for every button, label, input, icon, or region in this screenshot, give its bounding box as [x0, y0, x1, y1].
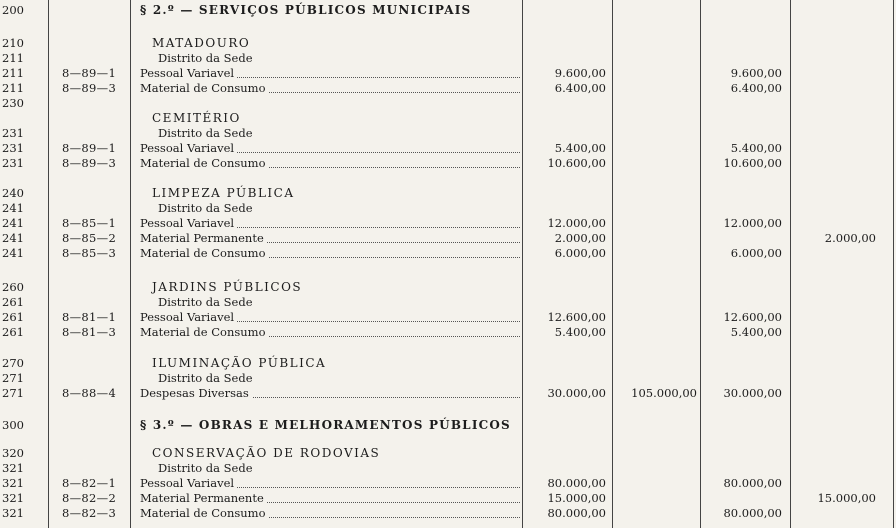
- account-code: 8—89—3: [62, 81, 117, 95]
- district-label: Distrito da Sede: [158, 51, 253, 65]
- amount-cell: 30.000,00: [723, 386, 782, 400]
- amount-cell: 5.400,00: [554, 141, 606, 155]
- table-row: [0, 371, 896, 386]
- item-label-text: Material de Consumo: [140, 156, 269, 170]
- line-code: 211: [2, 51, 24, 65]
- district-label: Distrito da Sede: [158, 295, 253, 309]
- account-code: 8—89—1: [62, 66, 117, 80]
- line-code: 260: [2, 280, 24, 294]
- line-code: 300: [2, 418, 24, 432]
- table-row: [0, 216, 896, 231]
- item-label: [140, 81, 520, 96]
- subsection-title: JARDINS PÚBLICOS: [152, 280, 303, 294]
- table-row: [0, 491, 896, 506]
- item-label: [140, 386, 520, 401]
- amount-cell: 12.600,00: [723, 310, 782, 324]
- line-code: 321: [2, 476, 24, 490]
- account-code: 8—85—3: [62, 246, 117, 260]
- table-row: [0, 36, 896, 51]
- district-label: Distrito da Sede: [158, 371, 253, 385]
- table-row: [0, 295, 896, 310]
- item-label-text: Material de Consumo: [140, 246, 269, 260]
- item-label: [140, 66, 520, 81]
- amount-cell: 6.400,00: [554, 81, 606, 95]
- table-row: [0, 310, 896, 325]
- account-code: 8—85—1: [62, 216, 117, 230]
- table-row: [0, 356, 896, 371]
- account-code: 8—88—4: [62, 386, 117, 400]
- line-code: 200: [2, 3, 24, 17]
- amount-cell: 10.600,00: [723, 156, 782, 170]
- amount-cell: 5.400,00: [730, 325, 782, 339]
- table-row: [0, 141, 896, 156]
- table-row: [0, 66, 896, 81]
- line-code: 321: [2, 491, 24, 505]
- amount-cell: 5.400,00: [730, 141, 782, 155]
- item-label: [140, 476, 520, 491]
- amount-cell: 12.600,00: [547, 310, 606, 324]
- item-label: [140, 325, 520, 340]
- item-label: [140, 506, 520, 521]
- table-row: [0, 246, 896, 261]
- amount-cell: 2.000,00: [554, 231, 606, 245]
- item-label: [140, 231, 520, 246]
- line-code: 211: [2, 81, 24, 95]
- subsection-title: CEMITÉRIO: [152, 111, 241, 125]
- amount-cell: 80.000,00: [547, 476, 606, 490]
- account-code: 8—89—3: [62, 156, 117, 170]
- table-row: [0, 111, 896, 126]
- line-code: 321: [2, 506, 24, 520]
- amount-cell: 5.400,00: [554, 325, 606, 339]
- account-code: 8—89—1: [62, 141, 117, 155]
- item-label: [140, 156, 520, 171]
- table-row: [0, 51, 896, 66]
- table-row: [0, 280, 896, 295]
- item-label: [140, 310, 520, 325]
- item-label-text: Pessoal Variavel: [140, 216, 237, 230]
- account-code: 8—82—2: [62, 491, 117, 505]
- subsection-title: LIMPEZA PÚBLICA: [152, 186, 295, 200]
- line-code: 231: [2, 126, 24, 140]
- item-label-text: Material de Consumo: [140, 325, 269, 339]
- item-label: [140, 141, 520, 156]
- line-code: 271: [2, 386, 24, 400]
- amount-cell: 80.000,00: [723, 506, 782, 520]
- table-row: [0, 96, 896, 111]
- item-label-text: Pessoal Variavel: [140, 476, 237, 490]
- line-code: 261: [2, 295, 24, 309]
- line-code: 241: [2, 231, 24, 245]
- amount-cell: 15.000,00: [817, 491, 876, 505]
- table-row: [0, 201, 896, 216]
- item-label-text: Material de Consumo: [140, 81, 269, 95]
- line-code: 211: [2, 66, 24, 80]
- line-code: 241: [2, 216, 24, 230]
- amount-cell: 10.600,00: [547, 156, 606, 170]
- table-row: [0, 446, 896, 461]
- subsection-title: CONSERVAÇÃO DE RODOVIAS: [152, 446, 381, 460]
- district-label: Distrito da Sede: [158, 126, 253, 140]
- account-code: 8—81—1: [62, 310, 117, 324]
- item-label: [140, 491, 520, 506]
- amount-cell: 9.600,00: [554, 66, 606, 80]
- amount-cell: 2.000,00: [824, 231, 876, 245]
- district-label: Distrito da Sede: [158, 461, 253, 475]
- line-code: 241: [2, 246, 24, 260]
- table-row: [0, 418, 896, 433]
- item-label-text: Pessoal Variavel: [140, 141, 237, 155]
- amount-cell: 30.000,00: [547, 386, 606, 400]
- table-row: [0, 186, 896, 201]
- line-code: 240: [2, 186, 24, 200]
- item-label-text: Material Permanente: [140, 491, 267, 505]
- table-row: [0, 156, 896, 171]
- amount-cell: 6.000,00: [554, 246, 606, 260]
- amount-cell: 6.000,00: [730, 246, 782, 260]
- item-label: [140, 246, 520, 261]
- section-heading: § 2.º — SERVIÇOS PÚBLICOS MUNICIPAIS: [140, 3, 472, 17]
- table-row: [0, 126, 896, 141]
- amount-cell: 9.600,00: [730, 66, 782, 80]
- line-code: 231: [2, 156, 24, 170]
- section-heading: § 3.º — OBRAS E MELHORAMENTOS PÚBLICOS: [140, 418, 511, 432]
- line-code: 261: [2, 325, 24, 339]
- amount-cell: 80.000,00: [547, 506, 606, 520]
- line-code: 241: [2, 201, 24, 215]
- item-label: [140, 216, 520, 231]
- account-code: 8—81—3: [62, 325, 117, 339]
- table-row: [0, 476, 896, 491]
- subtotal-cell: 105.000,00: [631, 386, 697, 400]
- account-code: 8—82—1: [62, 476, 117, 490]
- account-code: 8—85—2: [62, 231, 117, 245]
- table-row: [0, 231, 896, 246]
- item-label-text: Despesas Diversas: [140, 386, 252, 400]
- table-row: [0, 81, 896, 96]
- district-label: Distrito da Sede: [158, 201, 253, 215]
- amount-cell: 80.000,00: [723, 476, 782, 490]
- line-code: 261: [2, 310, 24, 324]
- item-label-text: Material Permanente: [140, 231, 267, 245]
- line-code: 231: [2, 141, 24, 155]
- table-row: [0, 461, 896, 476]
- line-code: 210: [2, 36, 24, 50]
- amount-cell: 6.400,00: [730, 81, 782, 95]
- item-label-text: Material de Consumo: [140, 506, 269, 520]
- item-label-text: Pessoal Variavel: [140, 66, 237, 80]
- account-code: 8—82—3: [62, 506, 117, 520]
- table-row: [0, 3, 896, 18]
- line-code: 271: [2, 371, 24, 385]
- subsection-title: MATADOURO: [152, 36, 251, 50]
- line-code: 320: [2, 446, 24, 460]
- line-code: 230: [2, 96, 24, 110]
- table-row: [0, 506, 896, 521]
- table-row: [0, 325, 896, 340]
- amount-cell: 12.000,00: [723, 216, 782, 230]
- subsection-title: ILUMINAÇÃO PÚBLICA: [152, 356, 327, 370]
- line-code: 321: [2, 461, 24, 475]
- table-row: [0, 386, 896, 401]
- amount-cell: 15.000,00: [547, 491, 606, 505]
- item-label-text: Pessoal Variavel: [140, 310, 237, 324]
- line-code: 270: [2, 356, 24, 370]
- amount-cell: 12.000,00: [547, 216, 606, 230]
